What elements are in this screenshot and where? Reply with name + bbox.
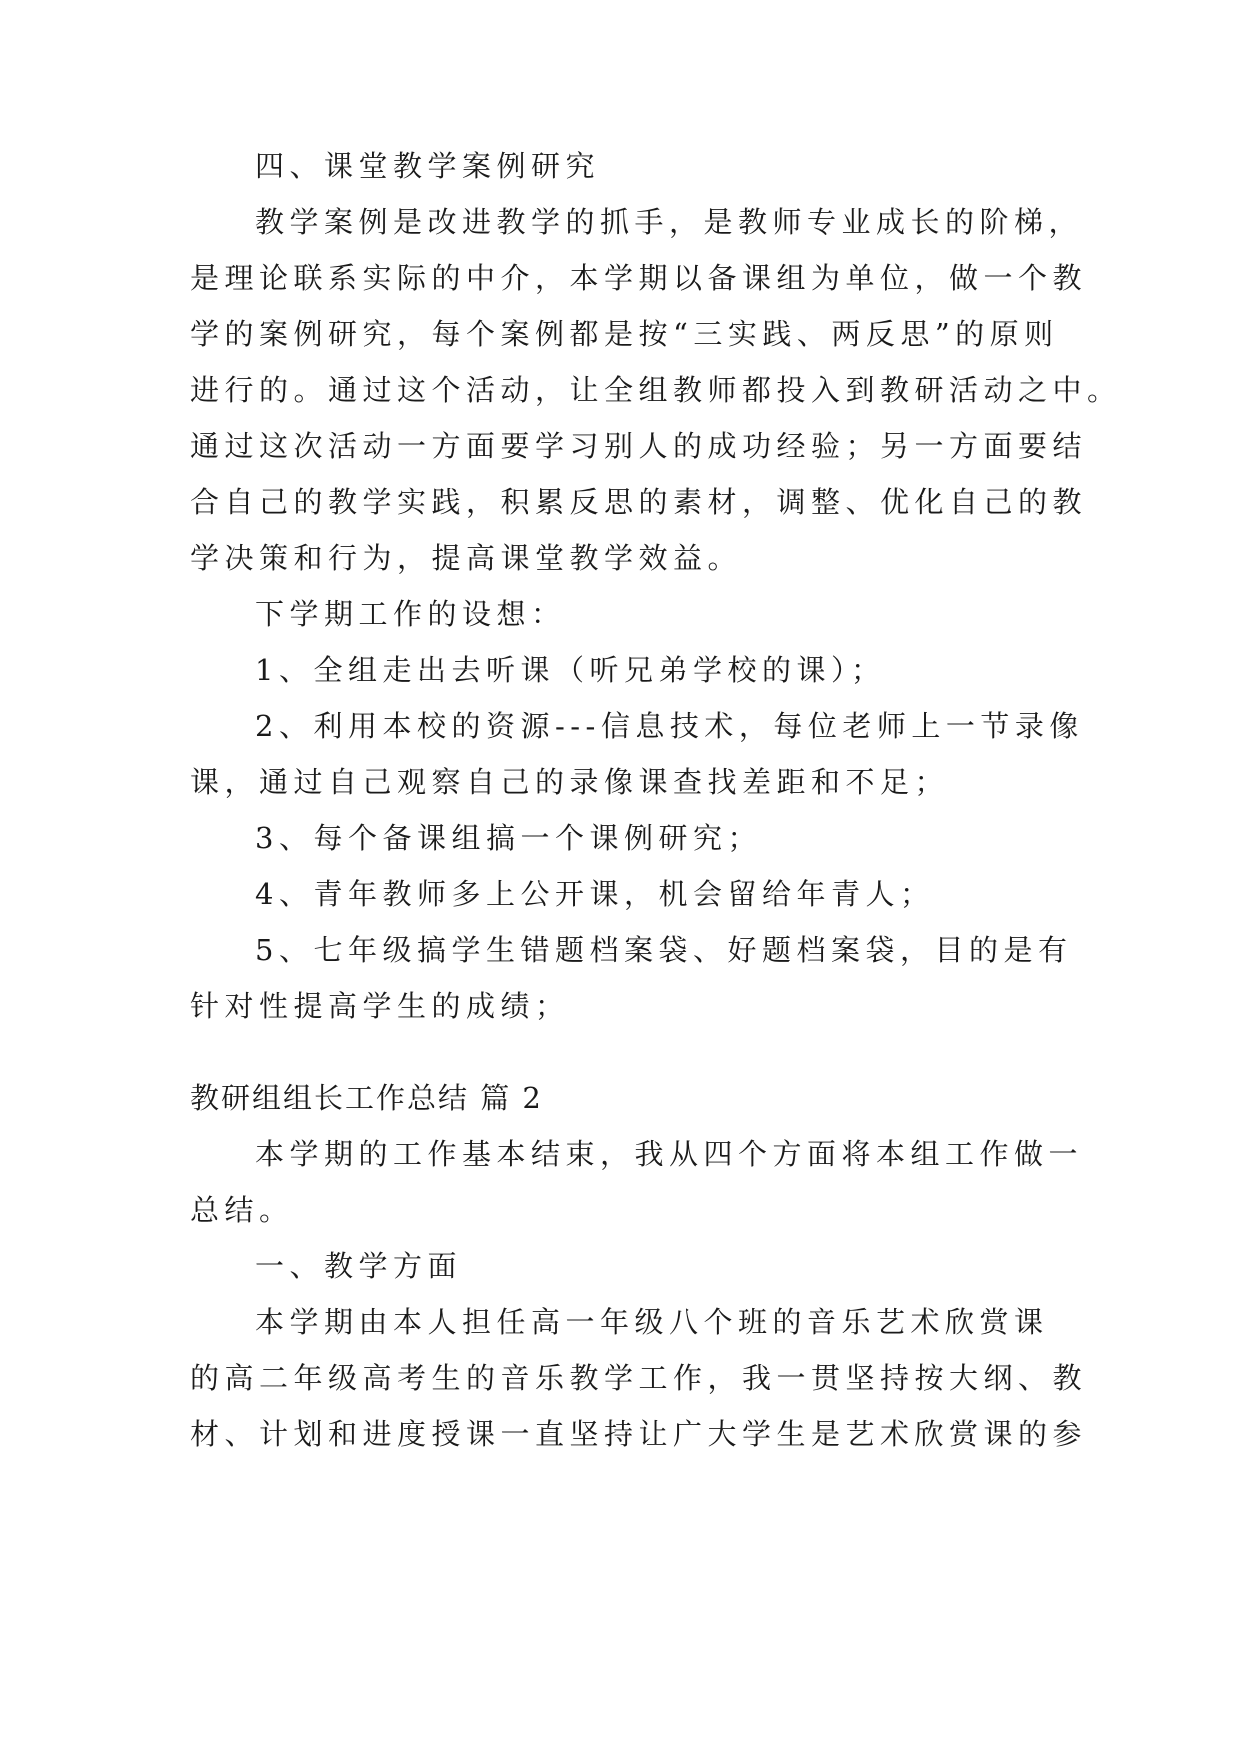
section-heading-teaching: 一、教学方面 xyxy=(255,1249,463,1283)
plan-item-1: 1、全组走出去听课（听兄弟学校的课）； xyxy=(255,653,886,687)
article-title: 教研组组长工作总结 篇 2 xyxy=(190,1081,543,1115)
paragraph-line: 进行的。通过这个活动，让全组教师都投入到教研活动之中。 xyxy=(190,373,1122,407)
plan-item-3: 3、每个备课组搞一个课例研究； xyxy=(255,821,762,855)
paragraph-line: 材、计划和进度授课一直坚持让广大学生是艺术欣赏课的参 xyxy=(190,1417,1088,1451)
plan-item-2-continued: 课，通过自己观察自己的录像课查找差距和不足； xyxy=(190,765,950,799)
plan-item-5-continued: 针对性提高学生的成绩； xyxy=(190,989,570,1023)
paragraph-line: 本学期由本人担任高一年级八个班的音乐艺术欣赏课 xyxy=(255,1305,1049,1339)
plan-item-4: 4、青年教师多上公开课，机会留给年青人； xyxy=(255,877,935,911)
paragraph-line: 的高二年级高考生的音乐教学工作，我一贯坚持按大纲、教 xyxy=(190,1361,1088,1395)
paragraph-line: 是理论联系实际的中介，本学期以备课组为单位，做一个教 xyxy=(190,261,1088,295)
paragraph-line: 通过这次活动一方面要学习别人的成功经验；另一方面要结 xyxy=(190,429,1088,463)
paragraph-line: 合自己的教学实践，积累反思的素材，调整、优化自己的教 xyxy=(190,485,1088,519)
paragraph-line: 总结。 xyxy=(190,1193,294,1227)
paragraph-line: 学的案例研究，每个案例都是按“三实践、两反思”的原则 xyxy=(190,317,1059,351)
section-heading-case-study: 四、课堂教学案例研究 xyxy=(255,149,601,183)
plan-item-5: 5、七年级搞学生错题档案袋、好题档案袋，目的是有 xyxy=(255,933,1073,967)
plan-item-2: 2、利用本校的资源---信息技术，每位老师上一节录像 xyxy=(255,709,1084,743)
paragraph-line: 教学案例是改进教学的抓手，是教师专业成长的阶梯， xyxy=(255,205,1084,239)
plan-heading: 下学期工作的设想： xyxy=(255,597,566,631)
paragraph-line: 学决策和行为，提高课堂教学效益。 xyxy=(190,541,743,575)
paragraph-line: 本学期的工作基本结束，我从四个方面将本组工作做一 xyxy=(255,1137,1084,1171)
